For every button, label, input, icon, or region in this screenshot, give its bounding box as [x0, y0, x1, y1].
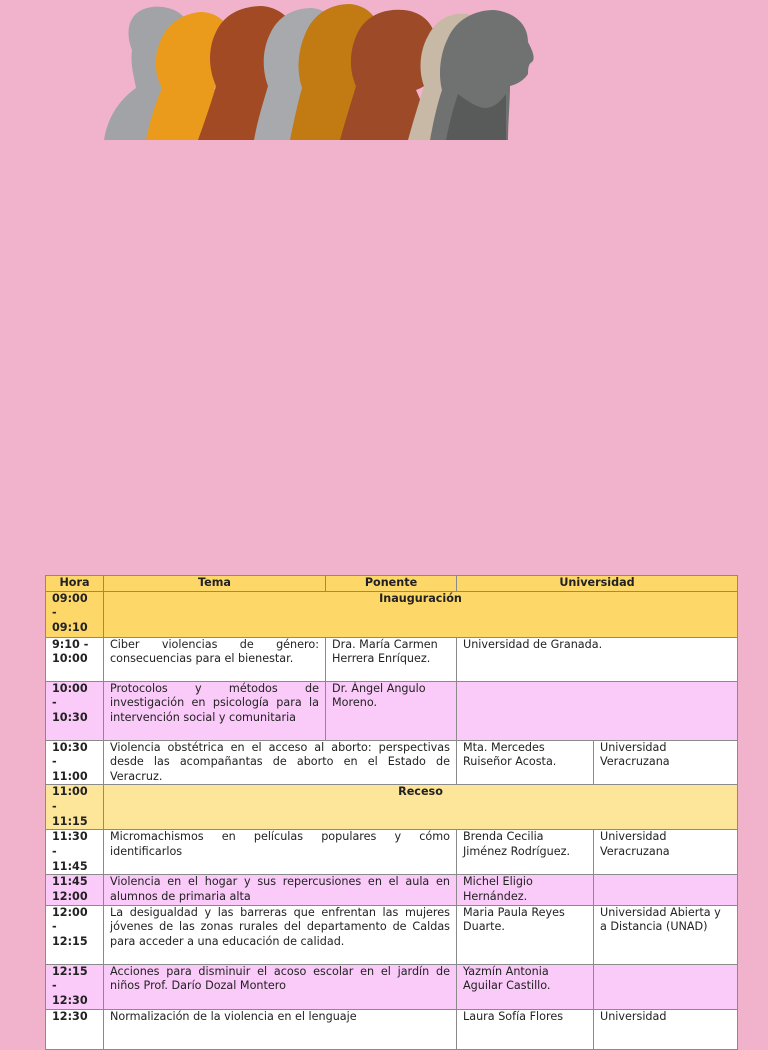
universidad-cell: Universidad Veracruzana	[594, 740, 738, 785]
table-row	[46, 875, 738, 905]
header-hora: Hora	[46, 576, 104, 592]
time-cell: 10:00 - 10:30	[46, 681, 104, 740]
tema-cell: La desigualdad y las barreras que enfrentan las mujeres jóvenes de las zonas rurales del departamento de Caldas para acceder a una educación de calidad.	[104, 905, 457, 964]
universidad-cell	[457, 681, 738, 740]
header-row	[46, 576, 738, 592]
ponente-cell: Dr. Ángel Angulo Moreno.	[326, 681, 457, 740]
time-cell: 12:15 - 12:30	[46, 964, 104, 1009]
time-cell: 09:00 - 09:10	[46, 591, 104, 637]
tema-cell: Micromachismos en películas populares y cómo identificarlos	[104, 830, 457, 875]
table-row	[46, 740, 738, 785]
table-row	[46, 681, 738, 740]
ponente-cell: Brenda Cecilia Jiménez Rodríguez.	[457, 830, 594, 875]
tema-cell: Violencia obstétrica en el acceso al aborto: perspectivas desde las acompañantas de aborto en el Estado de Veracruz.	[104, 740, 457, 785]
women-silhouettes-illustration	[104, 2, 540, 140]
tema-cell: Protocolos y métodos de investigación en psicología para la intervención social y comunitaria	[104, 681, 326, 740]
time-cell: 10:30 - 11:00	[46, 740, 104, 785]
table-row	[46, 591, 738, 637]
ponente-cell: Maria Paula Reyes Duarte.	[457, 905, 594, 964]
tema-cell: Violencia en el hogar y sus repercusiones en el aula en alumnos de primaria alta	[104, 875, 457, 905]
universidad-cell: Universidad	[594, 1009, 738, 1049]
header-universidad: Universidad	[457, 576, 738, 592]
time-cell: 9:10 - 10:00	[46, 637, 104, 681]
time-cell: 12:00 - 12:15	[46, 905, 104, 964]
ponente-cell: Mta. Mercedes Ruiseñor Acosta.	[457, 740, 594, 785]
time-cell: 12:30	[46, 1009, 104, 1049]
universidad-cell: Universidad Veracruzana	[594, 830, 738, 875]
ponente-cell: Dra. María Carmen Herrera Enríquez.	[326, 637, 457, 681]
universidad-cell	[594, 964, 738, 1009]
tema-cell: Ciber violencias de género: consecuencias para el bienestar.	[104, 637, 326, 681]
table-row	[46, 830, 738, 875]
universidad-cell: Universidad de Granada.	[457, 637, 738, 681]
ponente-cell: Michel Eligio Hernández.	[457, 875, 594, 905]
universidad-cell	[594, 875, 738, 905]
table-row	[46, 637, 738, 681]
ponente-cell: Yazmín Antonia Aguilar Castillo.	[457, 964, 594, 1009]
tema-cell: Acciones para disminuir el acoso escolar en el jardín de niños Prof. Darío Dozal Montero	[104, 964, 457, 1009]
ponente-cell: Laura Sofía Flores	[457, 1009, 594, 1049]
table-row	[46, 905, 738, 964]
table-row	[46, 785, 738, 830]
header-tema: Tema	[104, 576, 326, 592]
receso-label: Receso	[104, 785, 738, 830]
time-cell: 11:45 12:00	[46, 875, 104, 905]
tema-cell: Normalización de la violencia en el lenguaje	[104, 1009, 457, 1049]
schedule-table	[45, 575, 738, 1050]
table-row	[46, 1009, 738, 1049]
inauguracion-label: Inauguración	[104, 591, 738, 637]
time-cell: 11:30 - 11:45	[46, 830, 104, 875]
universidad-cell: Universidad Abierta y a Distancia (UNAD)	[594, 905, 738, 964]
header-ponente: Ponente	[326, 576, 457, 592]
time-cell: 11:00 - 11:15	[46, 785, 104, 830]
table-row	[46, 964, 738, 1009]
